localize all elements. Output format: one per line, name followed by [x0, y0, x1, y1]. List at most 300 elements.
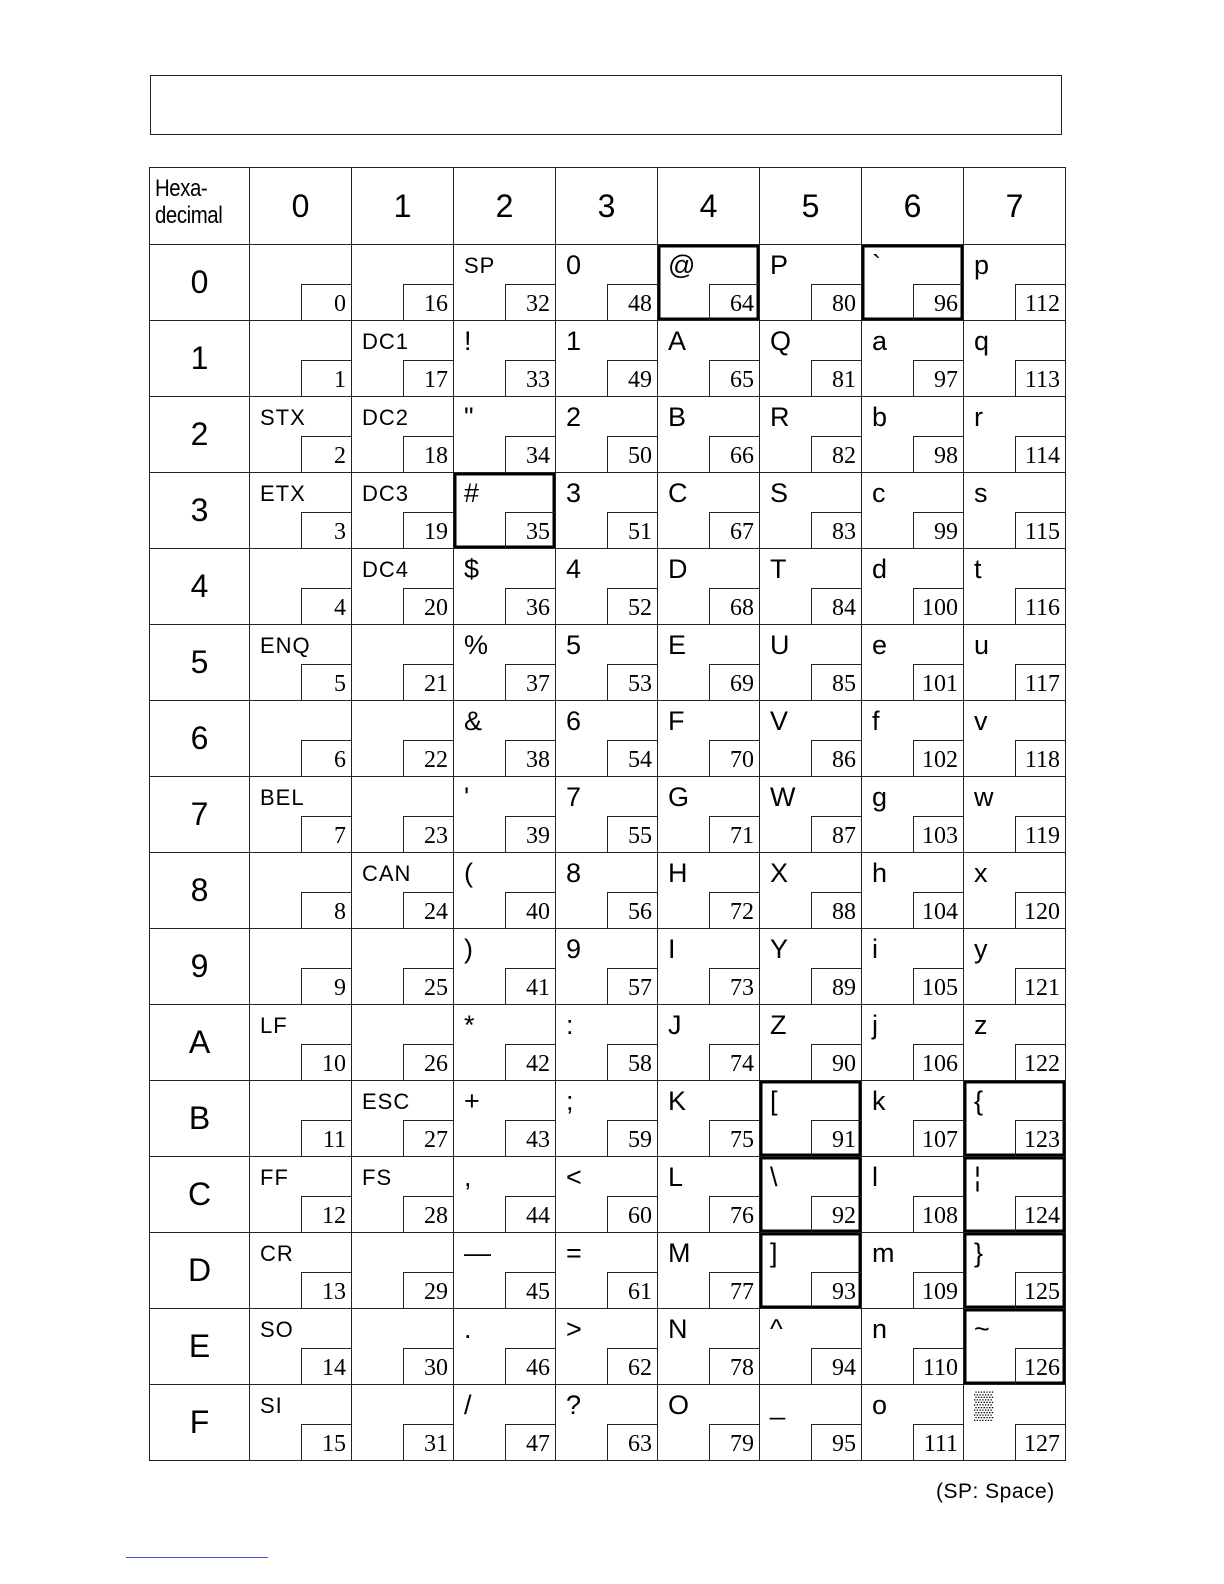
character-glyph: y	[974, 934, 988, 964]
character-glyph: B	[668, 402, 687, 432]
decimal-code: 98	[913, 436, 963, 472]
character-glyph: 9	[566, 934, 582, 964]
row-header-5: 5	[150, 625, 250, 701]
code-cell-21	[352, 625, 454, 701]
character-glyph: %	[464, 630, 489, 660]
character-glyph: DC2	[362, 405, 410, 430]
decimal-code: 17	[403, 360, 453, 396]
footer-rule	[126, 1557, 268, 1558]
character-glyph: R	[770, 402, 790, 432]
character-glyph: :	[566, 1010, 574, 1040]
decimal-code: 8	[301, 892, 351, 928]
decimal-code: 114	[1015, 436, 1065, 472]
decimal-code: 1	[301, 360, 351, 396]
code-cell-71	[658, 777, 760, 853]
decimal-code: 91	[811, 1120, 861, 1156]
code-cell-92	[760, 1157, 862, 1233]
row-header-E: E	[150, 1309, 250, 1385]
decimal-code: 86	[811, 740, 861, 776]
code-cell-12	[250, 1157, 352, 1233]
decimal-code: 18	[403, 436, 453, 472]
code-cell-95	[760, 1385, 862, 1461]
character-glyph: p	[974, 250, 990, 280]
decimal-code: 16	[403, 284, 453, 320]
column-header-1: 1	[352, 168, 454, 245]
decimal-code: 99	[913, 512, 963, 548]
code-cell-51	[556, 473, 658, 549]
character-glyph: ETX	[260, 481, 306, 506]
character-glyph: f	[872, 706, 880, 736]
decimal-code: 111	[913, 1424, 963, 1460]
row-header-C: C	[150, 1157, 250, 1233]
decimal-code: 121	[1015, 968, 1065, 1004]
code-cell-25	[352, 929, 454, 1005]
character-glyph: '	[464, 782, 470, 812]
decimal-code: 15	[301, 1424, 351, 1460]
code-cell-80	[760, 245, 862, 321]
decimal-code: 14	[301, 1348, 351, 1384]
character-glyph: D	[668, 554, 688, 584]
character-glyph: (	[464, 858, 473, 888]
code-cell-90	[760, 1005, 862, 1081]
code-cell-74	[658, 1005, 760, 1081]
code-cell-24	[352, 853, 454, 929]
code-cell-10	[250, 1005, 352, 1081]
character-glyph: =	[566, 1238, 582, 1268]
code-cell-65	[658, 321, 760, 397]
character-glyph: E	[668, 630, 687, 660]
character-glyph: `	[872, 250, 881, 280]
row-header-8: 8	[150, 853, 250, 929]
decimal-code: 24	[403, 892, 453, 928]
code-cell-114	[964, 397, 1066, 473]
decimal-code: 101	[913, 664, 963, 700]
decimal-code: 85	[811, 664, 861, 700]
code-cell-30	[352, 1309, 454, 1385]
character-glyph: LF	[260, 1013, 288, 1038]
character-glyph: STX	[260, 405, 306, 430]
corner-label-line1: Hexa-	[155, 175, 208, 202]
decimal-code: 113	[1015, 360, 1065, 396]
decimal-code: 40	[505, 892, 555, 928]
decimal-code: 108	[913, 1196, 963, 1232]
character-glyph: b	[872, 402, 888, 432]
row-header-2: 2	[150, 397, 250, 473]
character-glyph: 3	[566, 478, 582, 508]
character-glyph: q	[974, 326, 990, 356]
code-cell-109	[862, 1233, 964, 1309]
decimal-code: 52	[607, 588, 657, 624]
character-glyph: n	[872, 1314, 888, 1344]
code-cell-6	[250, 701, 352, 777]
code-cell-5	[250, 625, 352, 701]
code-cell-86	[760, 701, 862, 777]
character-glyph: CR	[260, 1241, 294, 1266]
decimal-code: 106	[913, 1044, 963, 1080]
row-header-D: D	[150, 1233, 250, 1309]
character-glyph: ▒	[974, 1390, 994, 1420]
character-glyph: g	[872, 782, 888, 812]
decimal-code: 95	[811, 1424, 861, 1460]
decimal-code: 92	[811, 1196, 861, 1232]
decimal-code: 103	[913, 816, 963, 852]
code-cell-110	[862, 1309, 964, 1385]
code-cell-84	[760, 549, 862, 625]
code-cell-123	[964, 1081, 1066, 1157]
code-cell-107	[862, 1081, 964, 1157]
decimal-code: 30	[403, 1348, 453, 1384]
decimal-code: 67	[709, 512, 759, 548]
code-cell-39	[454, 777, 556, 853]
code-cell-31	[352, 1385, 454, 1461]
character-glyph: SI	[260, 1393, 283, 1418]
character-glyph: k	[872, 1086, 886, 1116]
code-cell-70	[658, 701, 760, 777]
character-glyph: I	[668, 934, 676, 964]
character-glyph: i	[872, 934, 878, 964]
code-cell-19	[352, 473, 454, 549]
column-header-4: 4	[658, 168, 760, 245]
code-cell-103	[862, 777, 964, 853]
character-glyph: ,	[464, 1162, 472, 1192]
decimal-code: 41	[505, 968, 555, 1004]
code-cell-113	[964, 321, 1066, 397]
column-header-3: 3	[556, 168, 658, 245]
decimal-code: 119	[1015, 816, 1065, 852]
character-glyph: 2	[566, 402, 582, 432]
code-cell-48	[556, 245, 658, 321]
code-cell-79	[658, 1385, 760, 1461]
code-cell-108	[862, 1157, 964, 1233]
code-cell-56	[556, 853, 658, 929]
character-glyph: T	[770, 554, 787, 584]
corner-label	[150, 168, 250, 245]
character-glyph: &	[464, 706, 483, 736]
code-cell-35	[454, 473, 556, 549]
code-cell-120	[964, 853, 1066, 929]
decimal-code: 56	[607, 892, 657, 928]
decimal-code: 79	[709, 1424, 759, 1460]
code-cell-64	[658, 245, 760, 321]
code-cell-47	[454, 1385, 556, 1461]
code-cell-7	[250, 777, 352, 853]
code-cell-41	[454, 929, 556, 1005]
decimal-code: 123	[1015, 1120, 1065, 1156]
decimal-code: 74	[709, 1044, 759, 1080]
decimal-code: 80	[811, 284, 861, 320]
code-cell-91	[760, 1081, 862, 1157]
character-glyph: 1	[566, 326, 582, 356]
character-glyph: FF	[260, 1165, 289, 1190]
code-cell-13	[250, 1233, 352, 1309]
character-glyph: c	[872, 478, 886, 508]
decimal-code: 27	[403, 1120, 453, 1156]
decimal-code: 112	[1015, 284, 1065, 320]
decimal-code: 46	[505, 1348, 555, 1384]
character-glyph: Y	[770, 934, 789, 964]
character-glyph: BEL	[260, 785, 305, 810]
code-cell-14	[250, 1309, 352, 1385]
decimal-code: 62	[607, 1348, 657, 1384]
code-cell-17	[352, 321, 454, 397]
row-header-9: 9	[150, 929, 250, 1005]
code-cell-49	[556, 321, 658, 397]
character-glyph: h	[872, 858, 888, 888]
column-header-5: 5	[760, 168, 862, 245]
code-cell-121	[964, 929, 1066, 1005]
code-cell-76	[658, 1157, 760, 1233]
decimal-code: 36	[505, 588, 555, 624]
code-cell-55	[556, 777, 658, 853]
character-glyph: @	[668, 250, 696, 280]
decimal-code: 4	[301, 588, 351, 624]
character-glyph: Z	[770, 1010, 787, 1040]
decimal-code: 82	[811, 436, 861, 472]
character-glyph: SO	[260, 1317, 294, 1342]
code-cell-126	[964, 1309, 1066, 1385]
code-cell-85	[760, 625, 862, 701]
character-glyph: z	[974, 1010, 988, 1040]
code-cell-101	[862, 625, 964, 701]
footnote: (SP: Space)	[936, 1480, 1055, 1503]
corner-label-line2: decimal	[155, 201, 223, 229]
code-cell-54	[556, 701, 658, 777]
character-glyph: J	[668, 1010, 682, 1040]
code-cell-8	[250, 853, 352, 929]
code-cell-0	[250, 245, 352, 321]
column-header-6: 6	[862, 168, 964, 245]
decimal-code: 61	[607, 1272, 657, 1308]
column-header-7: 7	[964, 168, 1066, 245]
decimal-code: 57	[607, 968, 657, 1004]
character-glyph: S	[770, 478, 789, 508]
character-glyph: O	[668, 1390, 690, 1420]
character-glyph: SP	[464, 253, 496, 278]
code-cell-68	[658, 549, 760, 625]
decimal-code: 33	[505, 360, 555, 396]
decimal-code: 48	[607, 284, 657, 320]
code-cell-60	[556, 1157, 658, 1233]
decimal-code: 126	[1015, 1348, 1065, 1384]
decimal-code: 19	[403, 512, 453, 548]
character-glyph: /	[464, 1390, 472, 1420]
decimal-code: 105	[913, 968, 963, 1004]
character-glyph: ¦	[974, 1162, 982, 1192]
code-cell-111	[862, 1385, 964, 1461]
decimal-code: 58	[607, 1044, 657, 1080]
code-cell-50	[556, 397, 658, 473]
character-glyph: ;	[566, 1086, 574, 1116]
decimal-code: 90	[811, 1044, 861, 1080]
character-glyph: e	[872, 630, 888, 660]
code-cell-23	[352, 777, 454, 853]
character-glyph: 6	[566, 706, 582, 736]
code-cell-52	[556, 549, 658, 625]
code-cell-115	[964, 473, 1066, 549]
code-cell-45	[454, 1233, 556, 1309]
decimal-code: 115	[1015, 512, 1065, 548]
character-glyph: s	[974, 478, 988, 508]
decimal-code: 43	[505, 1120, 555, 1156]
code-cell-37	[454, 625, 556, 701]
code-cell-119	[964, 777, 1066, 853]
decimal-code: 63	[607, 1424, 657, 1460]
character-glyph: C	[668, 478, 688, 508]
decimal-code: 60	[607, 1196, 657, 1232]
code-cell-34	[454, 397, 556, 473]
character-glyph: ~	[974, 1314, 990, 1344]
code-cell-99	[862, 473, 964, 549]
character-glyph: #	[464, 478, 480, 508]
decimal-code: 93	[811, 1272, 861, 1308]
character-glyph: N	[668, 1314, 688, 1344]
character-glyph: 8	[566, 858, 582, 888]
decimal-code: 34	[505, 436, 555, 472]
decimal-code: 9	[301, 968, 351, 1004]
decimal-code: 39	[505, 816, 555, 852]
code-cell-15	[250, 1385, 352, 1461]
decimal-code: 68	[709, 588, 759, 624]
decimal-code: 124	[1015, 1196, 1065, 1232]
decimal-code: 5	[301, 664, 351, 700]
decimal-code: 117	[1015, 664, 1065, 700]
character-glyph: ]	[770, 1238, 778, 1268]
character-glyph: !	[464, 326, 472, 356]
character-glyph: r	[974, 402, 983, 432]
decimal-code: 42	[505, 1044, 555, 1080]
code-cell-88	[760, 853, 862, 929]
decimal-code: 122	[1015, 1044, 1065, 1080]
decimal-code: 94	[811, 1348, 861, 1384]
code-cell-20	[352, 549, 454, 625]
code-cell-3	[250, 473, 352, 549]
decimal-code: 35	[505, 512, 555, 548]
code-cell-26	[352, 1005, 454, 1081]
decimal-code: 104	[913, 892, 963, 928]
decimal-code: 7	[301, 816, 351, 852]
character-glyph: FS	[362, 1165, 393, 1190]
decimal-code: 76	[709, 1196, 759, 1232]
row-header-3: 3	[150, 473, 250, 549]
character-glyph: —	[464, 1238, 491, 1268]
code-cell-83	[760, 473, 862, 549]
character-glyph: ENQ	[260, 633, 311, 658]
decimal-code: 22	[403, 740, 453, 776]
character-glyph: 7	[566, 782, 582, 812]
decimal-code: 100	[913, 588, 963, 624]
code-cell-40	[454, 853, 556, 929]
code-cell-98	[862, 397, 964, 473]
code-cell-94	[760, 1309, 862, 1385]
character-glyph: d	[872, 554, 888, 584]
decimal-code: 116	[1015, 588, 1065, 624]
decimal-code: 47	[505, 1424, 555, 1460]
character-code-table	[149, 167, 1066, 1461]
decimal-code: 109	[913, 1272, 963, 1308]
code-cell-11	[250, 1081, 352, 1157]
code-cell-100	[862, 549, 964, 625]
code-cell-93	[760, 1233, 862, 1309]
decimal-code: 83	[811, 512, 861, 548]
character-glyph: t	[974, 554, 982, 584]
decimal-code: 81	[811, 360, 861, 396]
code-cell-27	[352, 1081, 454, 1157]
title-box	[150, 75, 1062, 135]
code-cell-63	[556, 1385, 658, 1461]
decimal-code: 66	[709, 436, 759, 472]
row-header-F: F	[150, 1385, 250, 1461]
decimal-code: 37	[505, 664, 555, 700]
decimal-code: 72	[709, 892, 759, 928]
decimal-code: 32	[505, 284, 555, 320]
decimal-code: 10	[301, 1044, 351, 1080]
decimal-code: 127	[1015, 1424, 1065, 1460]
character-glyph: w	[974, 782, 994, 812]
decimal-code: 11	[301, 1120, 351, 1156]
decimal-code: 64	[709, 284, 759, 320]
character-glyph: [	[770, 1086, 778, 1116]
character-glyph: "	[464, 402, 474, 432]
code-cell-102	[862, 701, 964, 777]
code-cell-4	[250, 549, 352, 625]
code-cell-125	[964, 1233, 1066, 1309]
character-glyph: DC4	[362, 557, 410, 582]
code-cell-32	[454, 245, 556, 321]
decimal-code: 77	[709, 1272, 759, 1308]
decimal-code: 59	[607, 1120, 657, 1156]
character-glyph: 5	[566, 630, 582, 660]
code-cell-87	[760, 777, 862, 853]
character-glyph: L	[668, 1162, 684, 1192]
decimal-code: 12	[301, 1196, 351, 1232]
code-cell-122	[964, 1005, 1066, 1081]
code-cell-2	[250, 397, 352, 473]
code-cell-124	[964, 1157, 1066, 1233]
decimal-code: 2	[301, 436, 351, 472]
row-header-6: 6	[150, 701, 250, 777]
code-cell-106	[862, 1005, 964, 1081]
code-cell-16	[352, 245, 454, 321]
decimal-code: 49	[607, 360, 657, 396]
decimal-code: 69	[709, 664, 759, 700]
character-glyph: K	[668, 1086, 687, 1116]
character-glyph: DC1	[362, 329, 410, 354]
row-header-B: B	[150, 1081, 250, 1157]
decimal-code: 71	[709, 816, 759, 852]
decimal-code: 88	[811, 892, 861, 928]
character-glyph: ESC	[362, 1089, 411, 1114]
character-glyph: )	[464, 934, 473, 964]
code-cell-66	[658, 397, 760, 473]
code-cell-62	[556, 1309, 658, 1385]
code-cell-117	[964, 625, 1066, 701]
row-header-A: A	[150, 1005, 250, 1081]
decimal-code: 45	[505, 1272, 555, 1308]
character-glyph: x	[974, 858, 988, 888]
decimal-code: 96	[913, 284, 963, 320]
character-glyph: a	[872, 326, 888, 356]
decimal-code: 55	[607, 816, 657, 852]
decimal-code: 120	[1015, 892, 1065, 928]
row-header-0: 0	[150, 245, 250, 321]
code-cell-61	[556, 1233, 658, 1309]
decimal-code: 44	[505, 1196, 555, 1232]
character-glyph: G	[668, 782, 690, 812]
code-cell-67	[658, 473, 760, 549]
decimal-code: 21	[403, 664, 453, 700]
decimal-code: 13	[301, 1272, 351, 1308]
character-glyph: _	[770, 1390, 786, 1420]
